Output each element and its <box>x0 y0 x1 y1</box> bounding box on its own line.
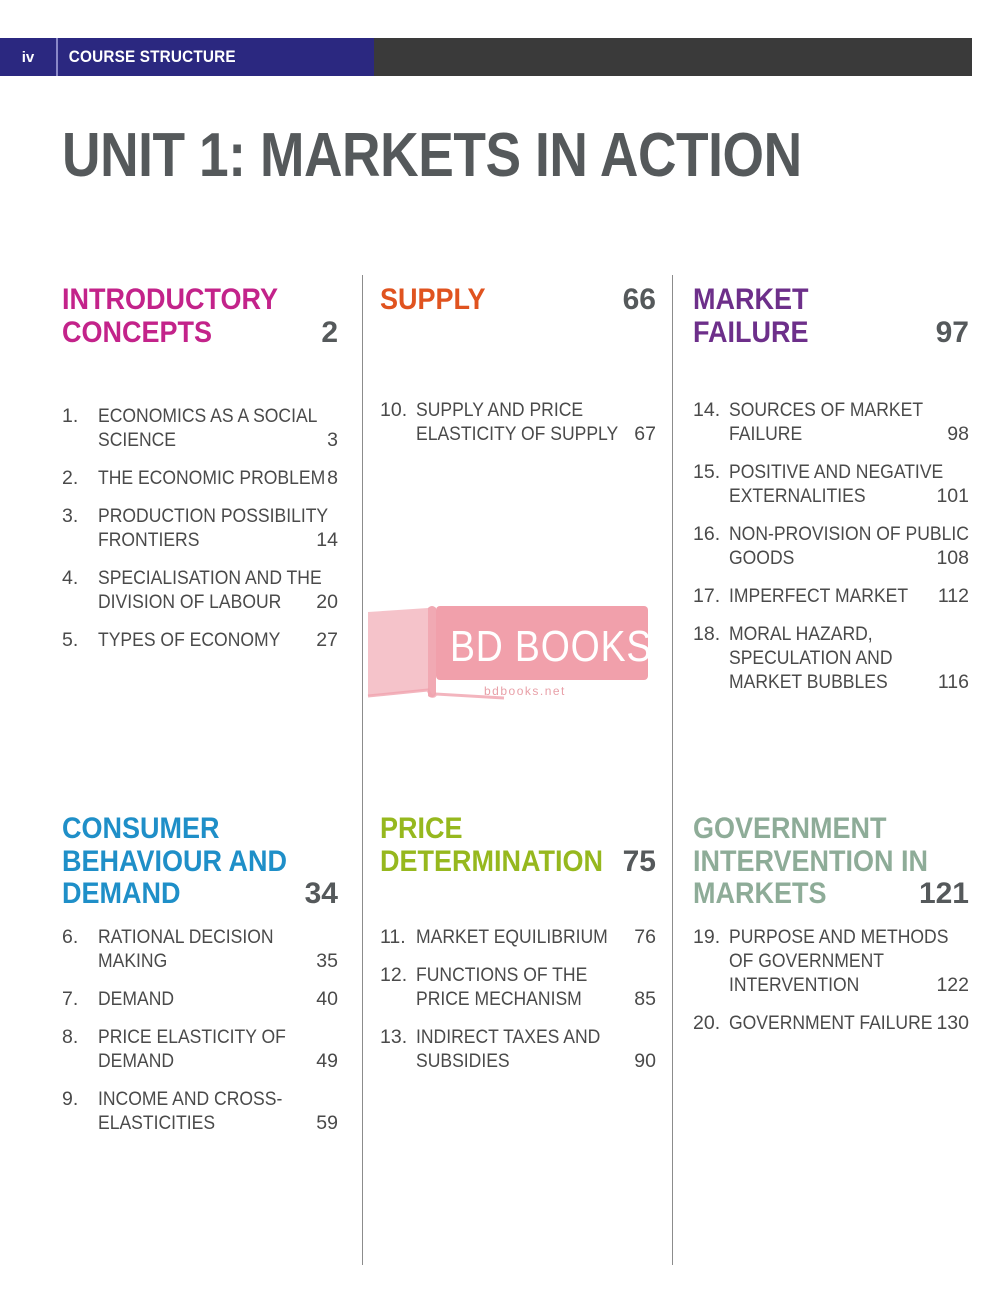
chapter-page-number: 3 <box>327 429 338 451</box>
chapter-entry[interactable] <box>693 460 969 508</box>
section-heading <box>62 813 338 911</box>
section-title-line: DETERMINATION <box>380 844 603 878</box>
chapter-title-line: PURPOSE AND METHODS <box>729 926 949 948</box>
chapter-title-line: ELASTICITIES <box>98 1112 216 1134</box>
chapter-title-line: OF GOVERNMENT <box>729 950 885 972</box>
chapter-number: 17. <box>693 585 721 607</box>
section-page-number: 2 <box>321 315 338 349</box>
section-title-line: INTERVENTION IN <box>693 844 929 878</box>
watermark-url: bdbooks.net <box>484 684 566 698</box>
chapter-number: 13. <box>380 1026 408 1048</box>
section-title-line: INTRODUCTORY <box>62 283 278 316</box>
column-divider-2 <box>672 275 673 1265</box>
chapter-entry[interactable] <box>693 584 969 608</box>
chapter-page-number: 20 <box>316 591 338 613</box>
chapter-number: 18. <box>693 623 721 645</box>
chapter-number: 20. <box>693 1012 721 1034</box>
chapter-page-number: 101 <box>936 485 969 507</box>
section-supply <box>380 283 656 445</box>
section-title-line: PRICE <box>380 812 463 845</box>
chapter-entry[interactable] <box>62 404 338 452</box>
chapter-title-line: FUNCTIONS OF THE <box>416 964 588 986</box>
chapter-number: 11. <box>380 926 406 948</box>
chapter-entry[interactable] <box>62 1087 338 1135</box>
chapter-title-line: DEMAND <box>98 1050 175 1072</box>
section-title-line: CONSUMER <box>62 812 220 845</box>
chapter-page-number: 40 <box>316 988 338 1010</box>
chapter-number: 3. <box>62 505 79 527</box>
chapter-title-line: GOODS <box>729 547 795 569</box>
chapter-page-number: 122 <box>936 974 969 996</box>
chapter-title-line: PRICE ELASTICITY OF <box>98 1026 286 1048</box>
chapter-title-line: SPECIALISATION AND THE <box>98 567 322 589</box>
chapter-title-line: GOVERNMENT FAILURE <box>729 1012 933 1034</box>
chapter-number: 2. <box>62 467 79 489</box>
chapter-title-line: INTERVENTION <box>729 974 860 996</box>
section-consumer-behaviour <box>62 812 338 1134</box>
chapter-page-number: 27 <box>316 629 338 651</box>
section-page-number: 66 <box>622 283 656 316</box>
chapter-page-number: 90 <box>634 1050 656 1072</box>
section-market-failure <box>693 283 969 693</box>
section-title-line: DEMAND <box>62 877 181 910</box>
section-title-line: MARKET <box>693 283 809 316</box>
chapter-title-line: MARKET EQUILIBRIUM <box>416 926 608 948</box>
chapter-title-line: SOURCES OF MARKET <box>729 399 924 421</box>
chapter-entry[interactable] <box>380 1025 656 1073</box>
chapter-entry[interactable] <box>62 1025 338 1073</box>
section-title-line: MARKETS <box>693 877 827 910</box>
unit-title: UNIT 1: MARKETS IN ACTION <box>62 121 802 190</box>
chapter-number: 4. <box>62 567 79 589</box>
chapter-number: 6. <box>62 926 79 948</box>
chapter-number: 15. <box>693 461 721 483</box>
page-number: iv <box>0 38 58 76</box>
chapter-title-line: RATIONAL DECISION <box>98 926 274 948</box>
chapter-number: 5. <box>62 629 79 651</box>
section-title-line: BEHAVIOUR AND <box>62 844 288 878</box>
section-heading <box>693 284 969 349</box>
chapter-title-line: TYPES OF ECONOMY <box>98 629 281 651</box>
chapter-number: 19. <box>693 926 721 948</box>
chapter-entry[interactable] <box>693 522 969 570</box>
chapter-title-line: EXTERNALITIES <box>729 485 866 507</box>
chapter-title-line: MAKING <box>98 950 168 972</box>
section-page-number: 121 <box>918 877 969 910</box>
chapter-entry[interactable] <box>380 925 656 949</box>
chapter-page-number: 49 <box>316 1050 338 1072</box>
chapter-title-line: ECONOMICS AS A SOCIAL <box>98 405 318 427</box>
section-heading <box>62 284 338 349</box>
chapter-title-line: SPECULATION AND <box>729 647 893 669</box>
chapter-title-line: SCIENCE <box>98 429 177 451</box>
chapter-title-line: DIVISION OF LABOUR <box>98 591 282 613</box>
chapter-entry[interactable] <box>62 987 338 1011</box>
chapter-page-number: 98 <box>947 423 969 445</box>
section-title-line: CONCEPTS <box>62 315 213 349</box>
chapter-title-line: PRODUCTION POSSIBILITY <box>98 505 329 527</box>
chapter-number: 9. <box>62 1088 79 1110</box>
column-divider-1 <box>362 275 363 1265</box>
chapter-number: 1. <box>62 405 79 427</box>
chapter-page-number: 35 <box>316 950 338 972</box>
section-title-line: GOVERNMENT <box>693 812 887 845</box>
section-title-line: FAILURE <box>693 315 809 349</box>
chapter-entry[interactable] <box>380 398 656 446</box>
chapter-title-line: FRONTIERS <box>98 529 200 551</box>
chapter-page-number: 59 <box>316 1112 338 1134</box>
section-page-number: 97 <box>935 315 969 349</box>
section-price-determination <box>380 812 656 1072</box>
chapter-entry[interactable] <box>693 925 969 997</box>
section-page-number: 75 <box>622 844 656 878</box>
section-heading <box>380 284 656 317</box>
chapter-page-number: 112 <box>937 585 969 607</box>
chapter-title-line: ELASTICITY OF SUPPLY <box>416 423 619 445</box>
section-government-intervention <box>693 812 969 1034</box>
chapter-entry[interactable] <box>693 1011 969 1035</box>
chapter-page-number: 76 <box>634 926 656 948</box>
chapter-entry[interactable] <box>62 925 338 973</box>
chapter-page-number: 116 <box>937 671 969 693</box>
chapter-number: 10. <box>380 399 408 421</box>
chapter-entry[interactable] <box>693 398 969 446</box>
section-page-number: 34 <box>304 877 338 910</box>
chapter-title-line: SUPPLY AND PRICE <box>416 399 584 421</box>
chapter-page-number: 8 <box>327 467 338 489</box>
chapter-title-line: SUBSIDIES <box>416 1050 510 1072</box>
chapter-number: 14. <box>693 399 721 421</box>
chapter-number: 16. <box>693 523 721 545</box>
chapter-title-line: POSITIVE AND NEGATIVE <box>729 461 944 483</box>
chapter-number: 12. <box>380 964 408 986</box>
section-heading <box>380 813 656 878</box>
chapter-page-number: 14 <box>316 529 338 551</box>
chapter-entry[interactable] <box>62 566 338 614</box>
chapter-title-line: THE ECONOMIC PROBLEM <box>98 467 326 489</box>
chapter-number: 7. <box>62 988 79 1010</box>
chapter-title-line: MARKET BUBBLES <box>729 671 888 693</box>
chapter-entry[interactable] <box>380 963 656 1011</box>
chapter-title-line: DEMAND <box>98 988 175 1010</box>
chapter-title-line: MORAL HAZARD, <box>729 623 873 645</box>
chapter-title-line: INDIRECT TAXES AND <box>416 1026 601 1048</box>
chapter-page-number: 67 <box>634 423 656 445</box>
chapter-entry[interactable] <box>62 628 338 652</box>
chapter-entry[interactable] <box>62 466 338 490</box>
header-bar <box>0 38 972 76</box>
chapter-number: 8. <box>62 1026 79 1048</box>
chapter-title-line: NON-PROVISION OF PUBLIC <box>729 523 969 545</box>
chapter-title-line: FAILURE <box>729 423 803 445</box>
chapter-page-number: 130 <box>936 1012 969 1034</box>
section-introductory-concepts <box>62 283 338 651</box>
watermark <box>364 604 652 704</box>
header-title: COURSE STRUCTURE <box>68 47 236 66</box>
chapter-entry[interactable] <box>62 504 338 552</box>
watermark-text: BD BOOKS <box>450 622 653 671</box>
header-accent <box>0 38 374 76</box>
chapter-entry[interactable] <box>693 622 969 694</box>
chapter-title-line: INCOME AND CROSS- <box>98 1088 283 1110</box>
chapter-page-number: 108 <box>936 547 969 569</box>
section-heading <box>693 813 969 911</box>
chapter-page-number: 85 <box>634 988 656 1010</box>
chapter-title-line: IMPERFECT MARKET <box>729 585 909 607</box>
section-title-line: SUPPLY <box>380 283 486 316</box>
chapter-title-line: PRICE MECHANISM <box>416 988 582 1010</box>
